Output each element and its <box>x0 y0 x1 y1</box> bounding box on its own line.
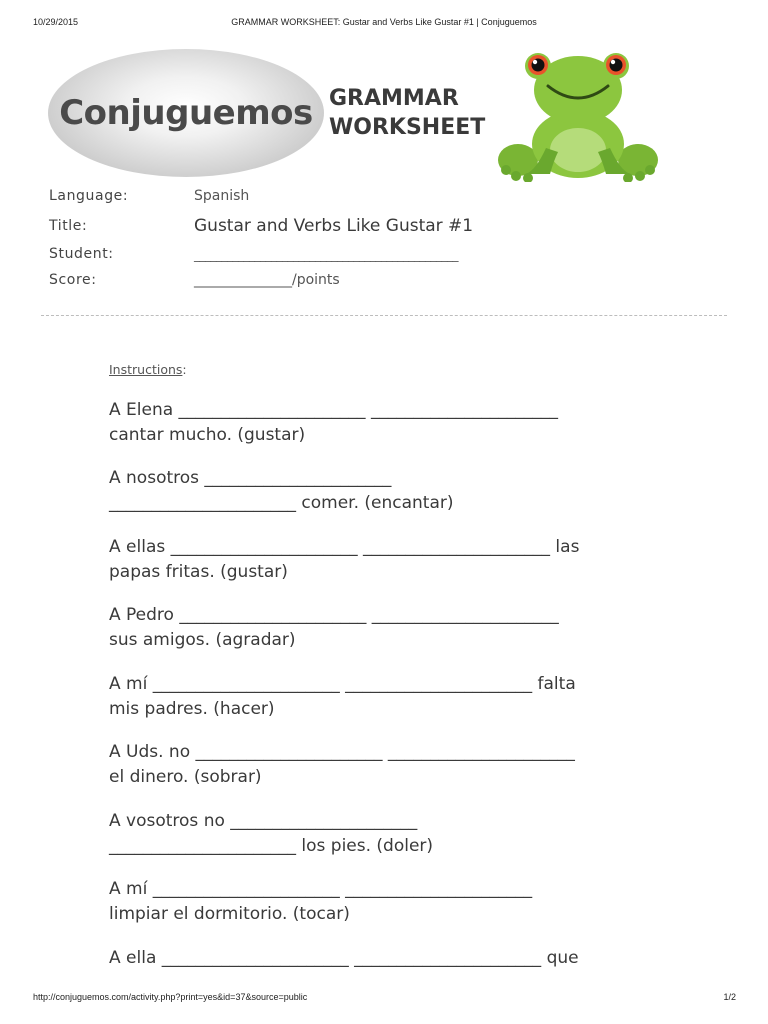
exercise-item <box>109 535 669 584</box>
print-footer <box>0 992 768 1006</box>
student-label: Student: <box>49 246 114 262</box>
exercise-line: A nosotros ______________________ <box>109 468 392 488</box>
exercise-item <box>109 466 669 515</box>
exercise-item <box>109 877 669 926</box>
instructions-label <box>109 362 187 377</box>
conjuguemos-logo <box>48 49 324 177</box>
score-label: Score: <box>49 272 97 288</box>
exercise-line: A mí ______________________ ______________________ <box>109 879 533 899</box>
exercise-line: A Elena ______________________ ______________________ <box>109 400 558 420</box>
title-value: Gustar and Verbs Like Gustar #1 <box>194 216 474 236</box>
exercise-line: A ellas ______________________ ______________________ las <box>109 537 580 557</box>
worksheet-heading <box>329 84 485 142</box>
exercise-line: el dinero. (sobrar) <box>109 766 262 787</box>
worksheet-heading-line2: WORKSHEET <box>329 115 486 140</box>
exercise-line: A mí ______________________ ______________________ falta <box>109 674 576 694</box>
score-value: ______________/points <box>194 272 340 288</box>
section-divider <box>41 315 727 316</box>
instructions-text: Instructions <box>109 362 183 377</box>
exercise-line: A ella ______________________ ______________________ que <box>109 948 579 968</box>
exercise-line: papas fritas. (gustar) <box>109 561 288 582</box>
student-blank: ________________________________________________ <box>194 248 458 262</box>
worksheet-heading-line1: GRAMMAR <box>329 86 459 111</box>
instructions-colon: : <box>182 362 187 377</box>
exercise-item <box>109 603 669 652</box>
language-value: Spanish <box>194 188 250 204</box>
language-label: Language: <box>49 188 129 204</box>
exercise-item <box>109 398 669 447</box>
exercise-line: ______________________ los pies. (doler) <box>109 835 434 856</box>
print-page-number: 1/2 <box>723 992 736 1002</box>
exercise-line: cantar mucho. (gustar) <box>109 424 306 445</box>
print-header <box>0 17 768 31</box>
exercise-line: mis padres. (hacer) <box>109 698 275 719</box>
exercise-line: ______________________ comer. (encantar) <box>109 492 454 513</box>
exercise-line: sus amigos. (agradar) <box>109 629 296 650</box>
frog-mascot-icon <box>496 48 660 182</box>
exercise-item <box>109 672 669 721</box>
title-label: Title: <box>49 218 88 234</box>
exercise-item <box>109 740 669 789</box>
print-date: 10/29/2015 <box>33 17 79 27</box>
exercise-line: A Pedro ______________________ ______________________ <box>109 605 559 625</box>
exercise-item <box>109 946 669 971</box>
exercise-line: A Uds. no ______________________ ______________________ <box>109 742 575 762</box>
exercise-line: A vosotros no ______________________ <box>109 811 418 831</box>
exercise-item <box>109 809 669 858</box>
print-page-title: GRAMMAR WORKSHEET: Gustar and Verbs Like Gustar #1 | Conjuguemos <box>231 17 537 27</box>
exercise-line: limpiar el dormitorio. (tocar) <box>109 903 350 924</box>
logo-text: Conjuguemos <box>59 93 313 133</box>
print-url: http://conjuguemos.com/activity.php?print=yes&id=37&source=public <box>33 992 308 1002</box>
